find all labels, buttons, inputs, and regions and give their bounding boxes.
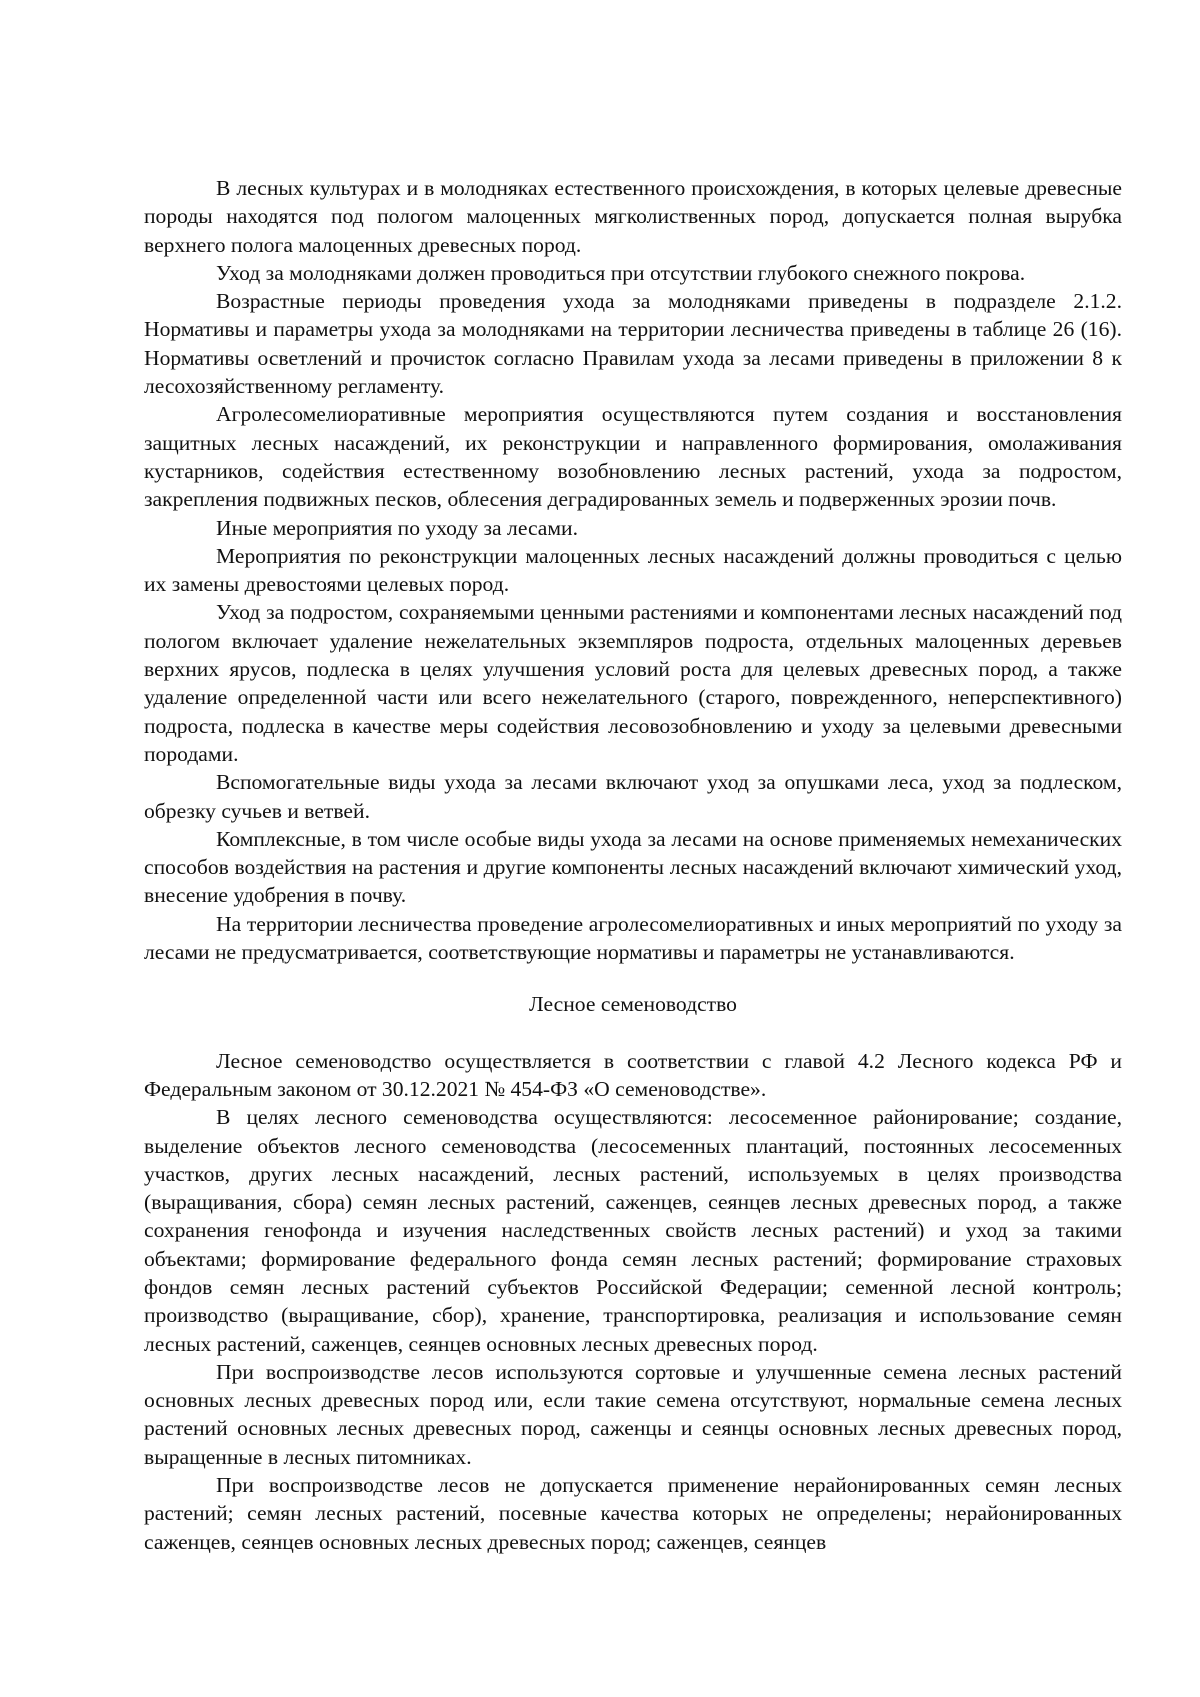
paragraph-seed-restrictions: При воспроизводстве лесов не допускается применение нерайонированных семян лесных растений; семян лесных растений, посевные качества которых не определены; нерайонированных саженцев, сеянцев основных лесных древесных пород; саженцев, сеянцев — [144, 1473, 1122, 1554]
paragraph-young-stands-clearing: В лесных культурах и в молодняках естественного происхождения, в которых целевые древесные породы находятся под пологом малоценных мягколиственных пород, допускается полная вырубка верхнего полога малоценных древесных пород. — [144, 176, 1122, 257]
paragraph-agroforestry: Агролесомелиоративные мероприятия осуществляются путем создания и восстановления защитных лесных насаждений, их реконструкции и направленного формирования, омолаживания кустарников, содействия естественному возобновлению лесных растений, ухода за подростом, закрепления подвижных песков, облесения деградированных земель и подверженных эрозии почв. — [144, 402, 1122, 512]
paragraph-seed-code: Лесное семеноводство осуществляется в соответствии с главой 4.2 Лесного кодекса РФ и Федеральным законом от 30.12.2021 № 454-ФЗ «О семеноводстве». — [144, 1048, 1122, 1101]
paragraph-auxiliary-care: Вспомогательные виды ухода за лесами включают уход за опушками леса, уход за подлеском, обрезку сучьев и ветвей. — [144, 770, 1122, 823]
paragraph-undergrowth-care: Уход за подростом, сохраняемыми ценными растениями и компонентами лесных насаждений под пологом включает удаление нежелательных экземпляров подроста, отдельных малоценных деревьев верхних ярусов, подлеска в целях улучшения условий роста для целевых древесных пород, а также удаление определенной части или всего нежелательного (старого, поврежденного, неперспективного) подроста, подлеска в качестве меры содействия лесовозобновлению и уходу за целевыми древесными породами. — [144, 600, 1122, 766]
section-heading-seed-production: Лесное семеноводство — [529, 992, 737, 1017]
paragraph-reconstruction: Мероприятия по реконструкции малоценных лесных насаждений должны проводиться с целью их замены древостоями целевых пород. — [144, 543, 1122, 597]
paragraph-other-measures: Иные мероприятия по уходу за лесами. — [216, 515, 578, 540]
paragraph-not-provided: На территории лесничества проведение агролесомелиоративных и иных мероприятий по уходу за лесами не предусматривается, соответствующие нормативы и параметры не устанавливаются. — [144, 911, 1122, 965]
paragraph-seed-usage: При воспроизводстве лесов используются сортовые и улучшенные семена лесных растений основных лесных древесных пород или, если такие семена отсутствуют, нормальные семена лесных растений основных лесных древесных пород, саженцы и сеянцы основных лесных древесных пород, выращенные в лесных питомниках. — [144, 1359, 1122, 1469]
paragraph-snow-cover: Уход за молодняками должен проводиться при отсутствии глубокого снежного покрова. — [216, 260, 1026, 285]
document-page — [144, 174, 1122, 1556]
paragraph-complex-care: Комплексные, в том числе особые виды ухода за лесами на основе применяемых немеханических способов воздействия на растения и другие компоненты лесных насаждений включают химический уход, внесение удобрения в почву. — [144, 826, 1122, 908]
paragraph-seed-goals: В целях лесного семеноводства осуществляются: лесосеменное районирование; создание, выделение объектов лесного семеноводства (лесосеменных плантаций, постоянных лесосеменных участков, других лесных насаждений, лесных растений, используемых в целях производства (выращивания, сбора) семян лесных растений, саженцев, сеянцев лесных древесных пород, а также сохранения генофонда и изучения наследственных свойств лесных растений) и уход за такими объектами; формирование федерального фонда семян лесных растений; формирование страховых фондов семян лесных растений субъектов Российской Федерации; семенной лесной контроль; производство (выращивание, сбор), хранение, транспортировка, реализация и использование семян лесных растений, саженцев, сеянцев основных лесных древесных пород. — [144, 1105, 1122, 1356]
paragraph-age-periods: Возрастные периоды проведения ухода за молодняками приведены в подразделе 2.1.2. Нормативы и параметры ухода за молодняками на территории лесничества приведены в таблице 26 (16). Нормативы осветлений и прочисток согласно Правилам ухода за лесами приведены в приложении 8 к лесохозяйственному регламенту. — [144, 289, 1122, 399]
